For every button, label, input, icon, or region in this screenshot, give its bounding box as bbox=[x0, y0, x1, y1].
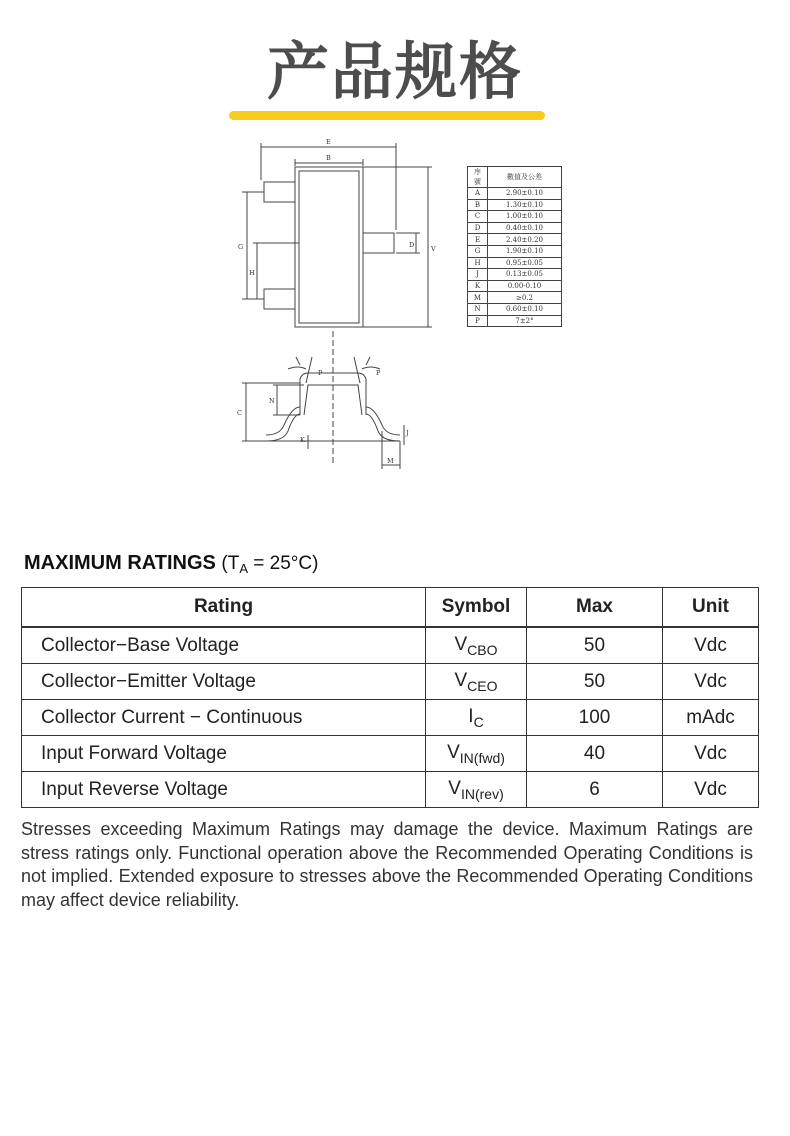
dimension-symbol: D bbox=[468, 222, 488, 234]
ratings-row bbox=[22, 772, 759, 808]
rating-name: Collector Current − Continuous bbox=[22, 700, 426, 736]
dimension-value: 2.40±0.20 bbox=[488, 234, 562, 246]
rating-name: Collector−Emitter Voltage bbox=[22, 664, 426, 700]
rating-max: 100 bbox=[527, 700, 663, 736]
rating-max: 50 bbox=[527, 627, 663, 664]
dimension-row bbox=[468, 188, 562, 200]
max-ratings-title: MAXIMUM RATINGS bbox=[24, 552, 216, 574]
dimension-symbol: A bbox=[468, 188, 488, 200]
max-ratings-heading bbox=[24, 552, 318, 576]
rating-max: 40 bbox=[527, 736, 663, 772]
dimension-symbol: N bbox=[468, 303, 488, 315]
dimension-symbol: H bbox=[468, 257, 488, 269]
dimension-symbol: G bbox=[468, 245, 488, 257]
max-ratings-note: Stresses exceeding Maximum Ratings may damage the device. Maximum Ratings are stress ratings only. Functional operation above the Recommended Operating Conditions is not implied. Extended exposure to stresses above the Recommended Operating Conditions may affect device reliability. bbox=[21, 819, 753, 910]
header-max: Max bbox=[527, 588, 663, 628]
dimension-row bbox=[468, 315, 562, 327]
rating-max: 6 bbox=[527, 772, 663, 808]
dimension-row bbox=[468, 269, 562, 281]
dimension-symbol: B bbox=[468, 199, 488, 211]
rating-symbol: $V_{IN(fwd)}$ bbox=[426, 736, 527, 772]
dim-label-p-left: P bbox=[318, 369, 323, 377]
rating-unit: Vdc bbox=[663, 664, 759, 700]
dim-label-g: G bbox=[238, 243, 244, 251]
dimension-value: 2.90±0.10 bbox=[488, 188, 562, 200]
dim-label-n: N bbox=[269, 397, 275, 405]
dim-label-c: C bbox=[237, 409, 242, 417]
dimension-row bbox=[468, 257, 562, 269]
rating-unit: mAdc bbox=[663, 700, 759, 736]
package-outline-drawing bbox=[220, 135, 460, 480]
dimension-value: 0.40±0.10 bbox=[488, 222, 562, 234]
ratings-row bbox=[22, 664, 759, 700]
rating-symbol: $I_C$ bbox=[426, 700, 527, 736]
dimension-symbol: J bbox=[468, 269, 488, 281]
dim-label-k: K bbox=[300, 436, 305, 444]
dim-label-v: V bbox=[431, 245, 436, 253]
dimension-row bbox=[468, 292, 562, 304]
dimension-symbol: P bbox=[468, 315, 488, 327]
dim-label-p-right: P bbox=[376, 369, 381, 377]
rating-symbol: $V_{CBO}$ bbox=[426, 627, 527, 664]
dimension-symbol: E bbox=[468, 234, 488, 246]
dimension-row bbox=[468, 199, 562, 211]
rating-unit: Vdc bbox=[663, 627, 759, 664]
page-title: 产品规格 bbox=[266, 35, 523, 108]
dimension-symbol: K bbox=[468, 280, 488, 292]
dimension-value: 7±2° bbox=[488, 315, 562, 327]
rating-unit: Vdc bbox=[663, 772, 759, 808]
dim-label-h: H bbox=[249, 269, 255, 277]
dimension-symbol: C bbox=[468, 211, 488, 223]
rating-unit: Vdc bbox=[663, 736, 759, 772]
rating-name: Input Forward Voltage bbox=[22, 736, 426, 772]
dimension-row bbox=[468, 303, 562, 315]
dim-label-b: B bbox=[326, 154, 331, 162]
dim-label-m: M bbox=[387, 457, 394, 465]
dimension-value: 0.95±0.05 bbox=[488, 257, 562, 269]
dimension-table bbox=[467, 166, 562, 327]
dimension-row bbox=[468, 234, 562, 246]
dimension-value: 1.30±0.10 bbox=[488, 199, 562, 211]
max-ratings-condition: $(T_A = 25^\circ C)$ bbox=[221, 553, 319, 576]
dim-label-d: D bbox=[409, 241, 415, 249]
max-ratings-table bbox=[21, 587, 759, 808]
ratings-row bbox=[22, 627, 759, 664]
dim-label-j: J bbox=[406, 429, 409, 437]
rating-name: Input Reverse Voltage bbox=[22, 772, 426, 808]
header-symbol: Symbol bbox=[426, 588, 527, 628]
title-underline bbox=[229, 111, 545, 120]
dimension-value: 0.00-0.10 bbox=[488, 280, 562, 292]
ratings-row bbox=[22, 700, 759, 736]
header-unit: Unit bbox=[663, 588, 759, 628]
dimension-row bbox=[468, 280, 562, 292]
dim-header-value: 數值及公差 bbox=[488, 167, 562, 188]
rating-max: 50 bbox=[527, 664, 663, 700]
rating-symbol: $V_{CEO}$ bbox=[426, 664, 527, 700]
dimension-row bbox=[468, 211, 562, 223]
dim-label-e: E bbox=[326, 138, 331, 146]
dimension-value: ≥0.2 bbox=[488, 292, 562, 304]
dimension-value: 0.60±0.10 bbox=[488, 303, 562, 315]
rating-symbol: $V_{IN(rev)}$ bbox=[426, 772, 527, 808]
ratings-row bbox=[22, 736, 759, 772]
dimension-value: 0.13±0.05 bbox=[488, 269, 562, 281]
dimension-row bbox=[468, 245, 562, 257]
dimension-value: 1.00±0.10 bbox=[488, 211, 562, 223]
rating-name: Collector−Base Voltage bbox=[22, 627, 426, 664]
header-rating: Rating bbox=[22, 588, 426, 628]
dim-header-index: 序號 bbox=[468, 167, 488, 188]
dimension-symbol: M bbox=[468, 292, 488, 304]
dimension-value: 1.90±0.10 bbox=[488, 245, 562, 257]
dimension-row bbox=[468, 222, 562, 234]
